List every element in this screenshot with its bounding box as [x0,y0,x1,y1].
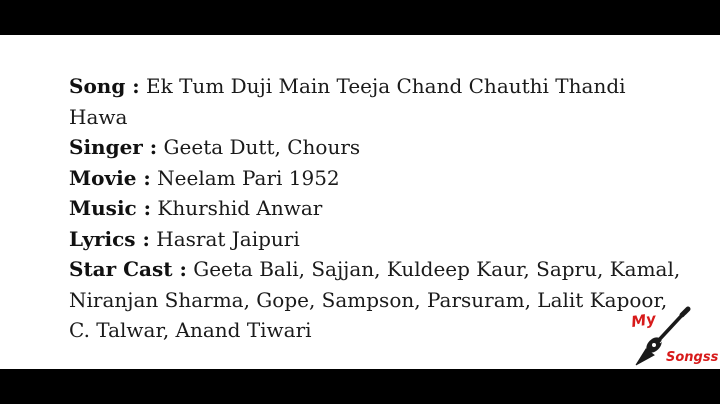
my-songss-logo [624,305,720,369]
lyrics-value: Hasrat Jaipuri [156,226,300,251]
music-row [69,193,689,224]
song-label: Song : [69,74,140,98]
letterbox-bottom [0,369,720,404]
movie-label: Movie : [69,165,151,190]
logo-text-top: My [630,309,658,331]
star-cast-value: Geeta Bali, Sajjan, Kuldeep Kaur, Sapru, Kamal, Niranjan Sharma, Gope, Sampson, Parsuram, Lalit Kapoor, C. Talwar, Anand Tiwari [69,257,681,342]
singer-row [69,132,689,163]
movie-value: Neelam Pari 1952 [157,165,340,190]
singer-label: Singer : [69,135,158,159]
star-cast-row [69,254,689,346]
letterbox-top [0,0,720,35]
movie-row [69,163,689,194]
star-cast-label: Star Cast : [69,257,187,281]
lyrics-row [69,224,689,255]
singer-value: Geeta Dutt, Chours [163,135,361,159]
song-value: Ek Tum Duji Main Teeja Chand Chauthi Thandi Hawa [69,74,626,129]
lyrics-label: Lyrics : [69,226,150,251]
song-row [69,71,689,132]
song-info-panel [0,35,720,369]
logo-text-bottom: Songss [666,350,719,365]
music-value: Khurshid Anwar [157,196,323,220]
song-details [69,71,689,346]
music-label: Music : [69,196,152,220]
